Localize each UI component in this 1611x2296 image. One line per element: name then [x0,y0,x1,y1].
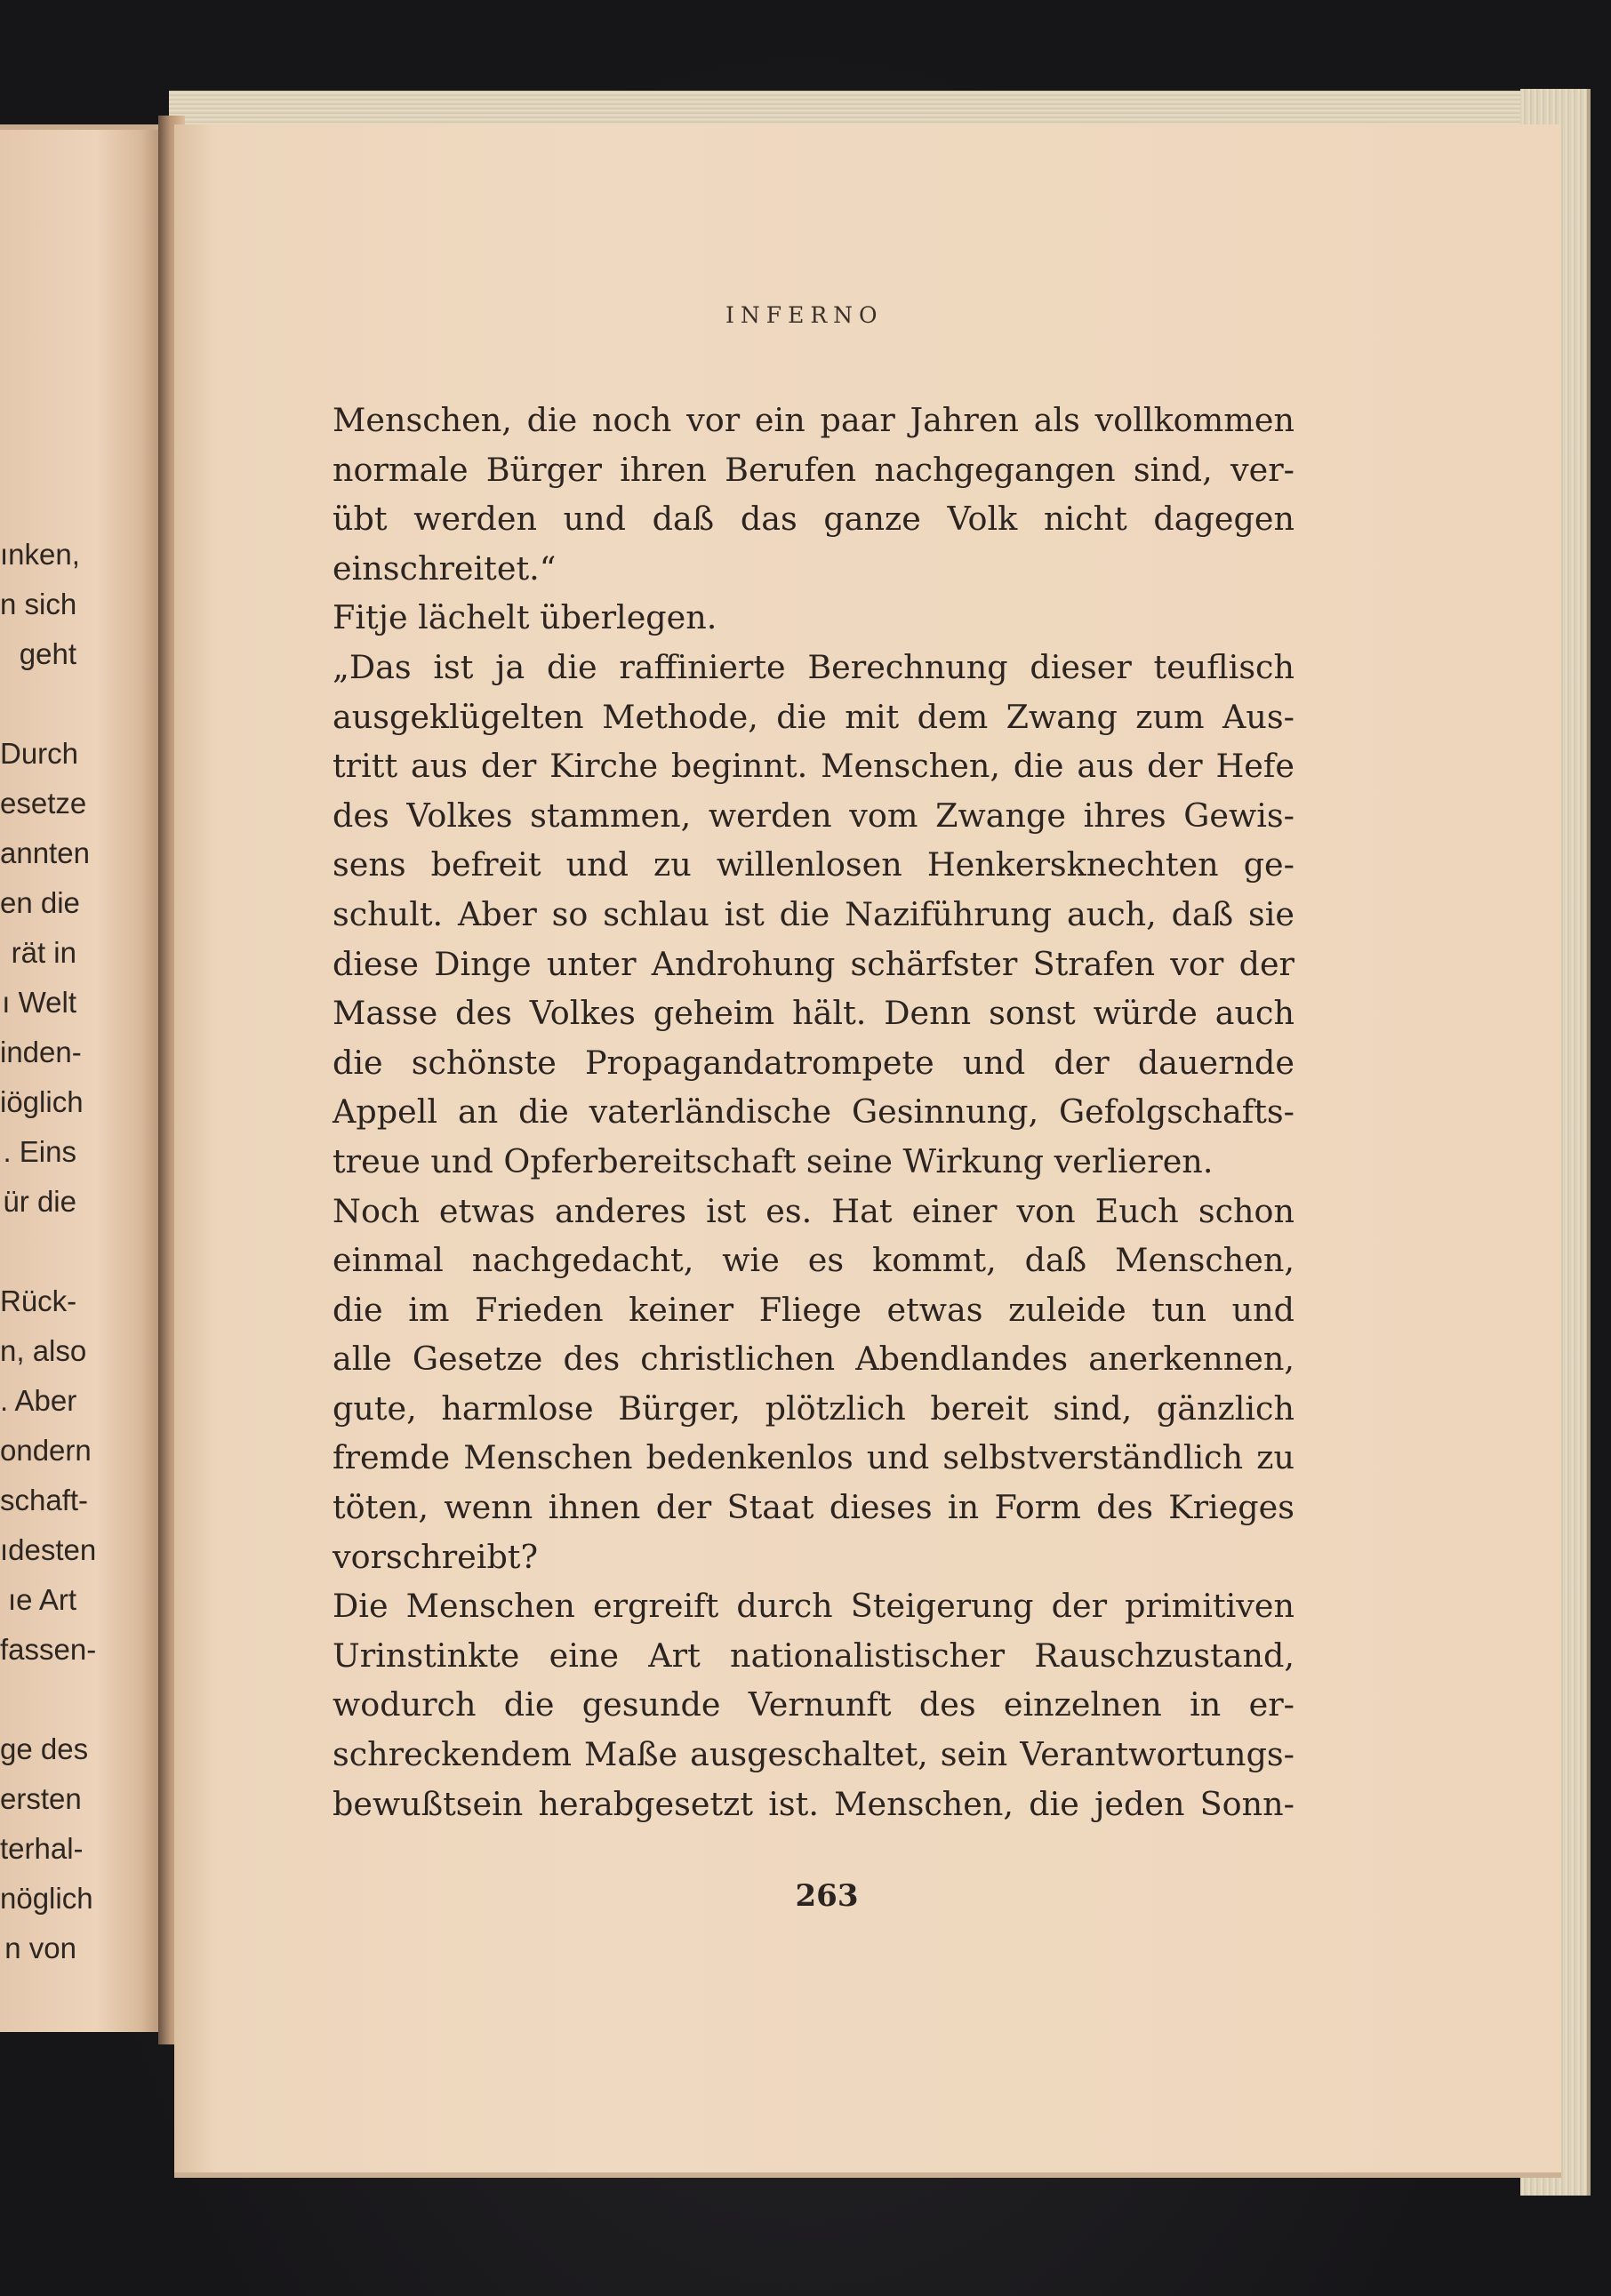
text-line: „Das ist ja die raffinierte Berechnung dieser teuflisch [333,647,1294,686]
text-line: fremde Menschen bedenkenlos und selbstverständlich zu [333,1438,1294,1477]
text-line: einmal nachgedacht, wie es kommt, daß Menschen, [333,1241,1294,1280]
text-line: tritt aus der Kirche beginnt. Menschen, die aus der Hefe [333,747,1294,786]
left-page-fragment: ondern [0,1434,92,1467]
left-page-fragment: ür die [3,1185,76,1218]
left-page-fragment: geht [19,637,76,670]
text-line: Die Menschen ergreift durch Steigerung der primitiven [333,1587,1294,1626]
left-page-fragment: en die [0,886,80,919]
left-page-fragment: iöglich [0,1085,84,1118]
text-line: schult. Aber so schlau ist die Naziführung auch, daß sie [333,894,1294,933]
text-line: Appell an die vaterländische Gesinnung, Gefolgschafts- [333,1092,1294,1132]
left-page-fragment: inden- [0,1036,82,1068]
running-head: INFERNO [725,302,884,328]
left-page-fragment: . Eins [3,1135,76,1168]
left-page-fragment: ınken, [0,538,80,571]
left-page-fragment: ıdesten [0,1533,97,1566]
body-text [333,396,1294,1828]
left-page-text-fragments [0,530,97,1973]
left-page-fragment: fassen- [0,1633,97,1666]
left-page-fragment [0,679,76,729]
text-line: Fitje lächelt überlegen. [333,598,717,637]
text-line: die im Frieden keiner Fliege etwas zuleide tun und [333,1290,1294,1329]
left-page-fragment [0,1227,76,1276]
left-page-fragment: ersten [0,1782,82,1815]
text-line: treue und Opferbereitschaft seine Wirkung verlieren. [333,1141,1214,1180]
text-line: gute, harmlose Bürger, plötzlich bereit sind, gänzlich [333,1388,1294,1428]
text-line: bewußtsein herabgesetzt ist. Menschen, die jeden Sonn- [333,1784,1294,1823]
text-line: einschreitet.“ [333,548,557,588]
text-line: vorschreibt? [333,1537,539,1576]
left-page-fragment [0,1675,76,1724]
left-page-fragment: n sich [0,588,77,620]
left-page-fragment: n von [4,1932,76,1964]
text-line: alle Gesetze des christlichen Abendlandes anerkennen, [333,1340,1294,1379]
left-facing-page [0,124,160,2032]
text-line: Menschen, die noch vor ein paar Jahren als vollkommen [333,401,1294,439]
text-line: Noch etwas anderes ist es. Hat einer von Euch schon [333,1191,1294,1230]
text-line: schreckendem Maße ausgeschaltet, sein Verantwortungs- [333,1735,1294,1774]
left-page-fragment: . Aber [0,1384,77,1417]
text-line: diese Dinge unter Androhung schärfster Strafen vor der [333,944,1294,983]
page-number: 263 [795,1878,859,1914]
text-line: töten, wenn ihnen der Staat dieses in Form des Krieges [333,1488,1294,1527]
left-page-fragment: annten [0,836,90,869]
left-page-fragment: ge des [0,1732,89,1765]
left-page-fragment: n, also [0,1334,87,1367]
left-page-fragment: Rück- [0,1284,77,1317]
text-line: wodurch die gesunde Vernunft des einzelnen in er- [333,1685,1294,1724]
left-page-fragment: rät in [11,936,76,969]
page-block-top-edge [169,91,1583,126]
left-page-fragment: schaft- [0,1484,89,1516]
text-line: übt werden und daß das ganze Volk nicht dagegen [333,500,1294,539]
text-line: ausgeklügelten Methode, die mit dem Zwang zum Aus- [333,697,1294,736]
text-line: die schönste Propagandatrompete und der dauernde [333,1043,1294,1082]
left-page-fragment: Durch [0,737,79,770]
text-line: sens befreit und zu willenlosen Henkersknechten ge- [333,845,1294,884]
left-page-fragment: terhal- [0,1832,84,1865]
text-line: Urinstinkte eine Art nationalistischer Rauschzustand, [333,1636,1294,1675]
text-line: Masse des Volkes geheim hält. Denn sonst würde auch [333,994,1294,1033]
left-page-fragment: nöglich [0,1882,93,1915]
left-page-fragment: ıe Art [7,1583,76,1616]
text-line: des Volkes stammen, werden vom Zwange ihres Gewis- [333,796,1294,835]
left-page-fragment: ı Welt [2,986,76,1019]
text-line: normale Bürger ihren Berufen nachgegangen sind, ver- [333,450,1294,489]
left-page-fragment: esetze [0,787,87,820]
